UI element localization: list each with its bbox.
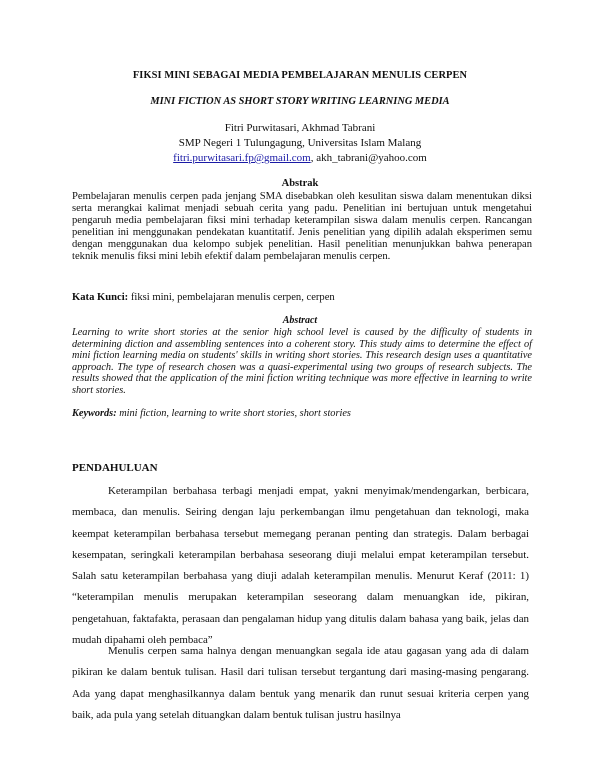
keywords-en (72, 408, 532, 419)
author-block (0, 121, 600, 166)
abstract-heading-en: Abstract (282, 315, 318, 326)
paragraph-text: Keterampilan berbahasa terbagi menjadi empat, yakni menyimak/mendengarkan, berbicara, membaca, dan menulis. Seiring dengan laju perkembangan ilmu pengetahuan dan teknologi, maka keempat keterampilan berbahasa tersebut memegang peranan penting dan strategis. Dalam berbagai kesempatan, seringkali keterampilan berbahasa seseorang diuji melalui empat keterampilan tersebut. Salah satu keterampilan berbahasa yang diuji adalah keterampilan menulis. Menurut Keraf (2011: 1) “keterampilan menulis merupakan keterampilan seseorang dalam menuangkan ide, pikiran, pengetahuan, faktafakta, perasaan dan pengalaman hidup yang ditulis dalam bahasa yang baik, jelas dan mudah dipahami oleh pembaca” (72, 485, 529, 647)
section-heading-introduction: PENDAHULUAN (72, 462, 158, 474)
abstract-heading-id: Abstrak (281, 178, 319, 189)
email-secondary: , akh_tabrani@yahoo.com (310, 152, 427, 164)
keywords-en-text: mini fiction, learning to write short stories, short stories (116, 408, 351, 419)
keywords-en-label: Keywords: (72, 408, 117, 419)
keywords-id-label: Kata Kunci: (72, 292, 129, 303)
paragraph-text: Menulis cerpen sama halnya dengan menuangkan segala ide atau gagasan yang ada di dalam pikiran ke dalam bentuk tulisan. Hasil dari tulisan tersebut tergantung dari masing-masing pengarang. Ada yang dapat menghasilkannya dalam bentuk yang menarik dan runut sesuai kriteria cerpen yang baik, ada pula yang setelah dituangkan dalam bentuk tulisan justru hasilnya (72, 645, 529, 721)
author-names: Fitri Purwitasari, Akhmad Tabrani (224, 122, 376, 134)
abstract-body-id: Pembelajaran menulis cerpen pada jenjang SMA disebabkan oleh kesulitan siswa dalam menentukan diksi serta merangkai kalimat menjadi sebuah cerita yang padu. Penelitian ini bertujuan untuk mengetahui pengaruh media pembelajaran fiksi mini terhadap keterampilan siswa dalam menulis cerpen. Rancangan penelitian ini menggunakan pendekatan kuantitatif. Jenis penelitian yang dipilih adalah eksperimen semu dengan menggunakan dua kelompo subjek penelitian. Hasil penelitian menunjukkan bahwa penerapan teknik menulis fiksi mini lebih efektif dalam pembelajaran menulis cerpen. (72, 191, 532, 262)
introduction-paragraph-1 (72, 481, 529, 651)
keywords-id-text: fiksi mini, pembelajaran menulis cerpen, cerpen (128, 292, 335, 303)
paper-subtitle: MINI FICTION AS SHORT STORY WRITING LEARNING MEDIA (150, 96, 450, 107)
author-emails (0, 151, 600, 166)
keywords-id (72, 292, 532, 303)
email-link[interactable]: fitri.purwitasari.fp@gmail.com (173, 152, 311, 164)
author-affiliation: SMP Negeri 1 Tulungagung, Universitas Islam Malang (178, 137, 422, 149)
abstract-body-en: Learning to write short stories at the senior high school level is caused by the difficulty of students in determining diction and assembling sentences into a coherent story. This study aims to determine the effect of mini fiction learning media on students' skills in writing short stories. This research design uses a quantitative approach. The type of research chosen was a quasi-experimental using two groups of research subjects. The results showed that the application of the mini fiction writing technique was more effective in learning to write short stories. (72, 327, 532, 396)
paper-title: FIKSI MINI SEBAGAI MEDIA PEMBELAJARAN MENULIS CERPEN (132, 70, 468, 81)
introduction-paragraph-2 (72, 641, 529, 726)
